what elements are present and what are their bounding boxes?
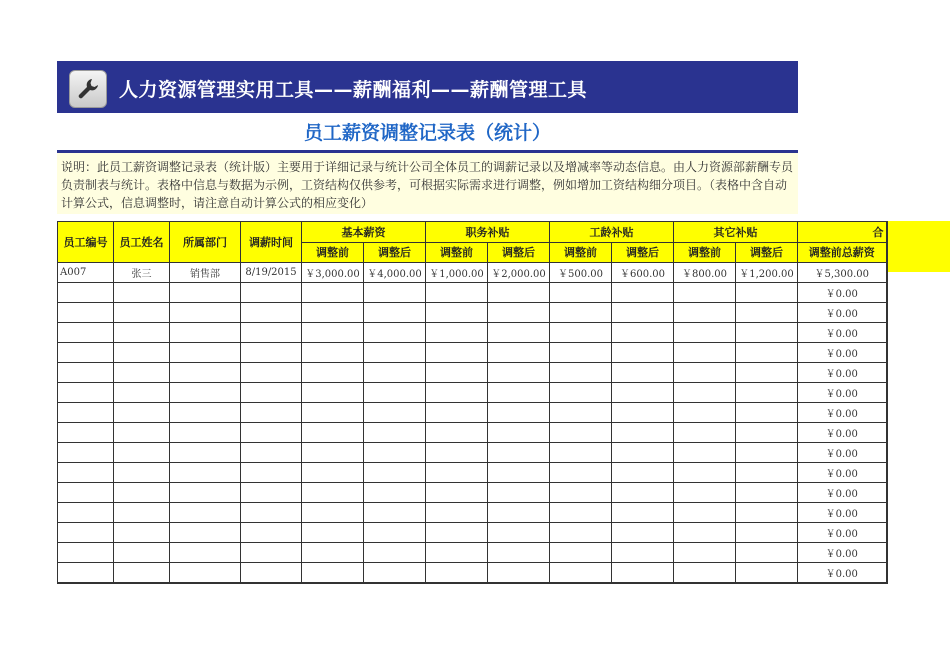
- cell-other-before[interactable]: [674, 523, 736, 543]
- cell-other-before[interactable]: [674, 303, 736, 323]
- cell-seniority-before[interactable]: [550, 303, 612, 323]
- cell-adjust-date[interactable]: [241, 343, 302, 363]
- table-row: [58, 363, 887, 383]
- cell-employee-id[interactable]: [58, 363, 114, 383]
- cell-position-after[interactable]: [488, 303, 550, 323]
- cell-employee-id[interactable]: [58, 323, 114, 343]
- cell-employee-id[interactable]: [58, 443, 114, 463]
- cell-department[interactable]: [170, 423, 241, 443]
- cell-employee-name[interactable]: [114, 463, 170, 483]
- header-basic-after: 调整后: [364, 242, 426, 263]
- table-row: [58, 503, 887, 523]
- cell-seniority-after[interactable]: [612, 423, 674, 443]
- header-adjust-date: 调薪时间: [241, 222, 302, 263]
- cell-position-before[interactable]: [426, 403, 488, 423]
- cell-seniority-before[interactable]: [550, 363, 612, 383]
- cell-department[interactable]: [170, 403, 241, 423]
- cell-employee-name[interactable]: [114, 443, 170, 463]
- cell-basic-before[interactable]: [302, 483, 364, 503]
- header-other-allowance: 其它补贴: [674, 222, 798, 243]
- cell-position-after[interactable]: [488, 463, 550, 483]
- table-row: [58, 423, 887, 443]
- cell-employee-name[interactable]: [114, 323, 170, 343]
- cell-position-before[interactable]: ￥1,000.00: [426, 263, 488, 283]
- cell-total-before[interactable]: ￥0.00: [798, 563, 887, 584]
- table-row: [58, 543, 887, 563]
- cell-basic-before[interactable]: [302, 563, 364, 584]
- cell-position-before[interactable]: [426, 443, 488, 463]
- title-banner: [57, 61, 798, 113]
- cell-basic-after[interactable]: [364, 503, 426, 523]
- page-title: 员工薪资调整记录表（统计）: [57, 116, 798, 153]
- cell-basic-after[interactable]: ￥4,000.00: [364, 263, 426, 283]
- cell-position-after[interactable]: [488, 563, 550, 584]
- header-position-before: 调整前: [426, 242, 488, 263]
- cell-other-after[interactable]: [736, 423, 798, 443]
- cell-other-after[interactable]: [736, 463, 798, 483]
- cell-basic-after[interactable]: [364, 423, 426, 443]
- cell-position-after[interactable]: ￥2,000.00: [488, 263, 550, 283]
- cell-total-before[interactable]: ￥5,300.00: [798, 263, 887, 283]
- overflow-header-strip: [886, 221, 950, 272]
- cell-adjust-date[interactable]: [241, 523, 302, 543]
- cell-employee-name[interactable]: 张三: [114, 263, 170, 283]
- cell-employee-id[interactable]: [58, 383, 114, 403]
- cell-basic-before[interactable]: [302, 443, 364, 463]
- cell-other-before[interactable]: [674, 543, 736, 563]
- cell-seniority-after[interactable]: [612, 343, 674, 363]
- cell-seniority-after[interactable]: [612, 443, 674, 463]
- cell-basic-after[interactable]: [364, 443, 426, 463]
- cell-position-after[interactable]: [488, 443, 550, 463]
- header-position-after: 调整后: [488, 242, 550, 263]
- cell-position-after[interactable]: [488, 343, 550, 363]
- cell-other-before[interactable]: [674, 403, 736, 423]
- cell-employee-id[interactable]: [58, 543, 114, 563]
- cell-other-before[interactable]: [674, 423, 736, 443]
- cell-employee-name[interactable]: [114, 563, 170, 584]
- banner-title: 人力资源管理实用工具——薪酬福利——薪酬管理工具: [119, 79, 588, 101]
- cell-department[interactable]: [170, 363, 241, 383]
- table-row: [58, 283, 887, 303]
- cell-seniority-after[interactable]: [612, 403, 674, 423]
- cell-position-before[interactable]: [426, 563, 488, 584]
- cell-other-after[interactable]: [736, 443, 798, 463]
- table-row: [58, 463, 887, 483]
- cell-other-after[interactable]: [736, 283, 798, 303]
- cell-basic-after[interactable]: [364, 543, 426, 563]
- cell-seniority-before[interactable]: [550, 463, 612, 483]
- cell-basic-before[interactable]: [302, 303, 364, 323]
- cell-employee-id[interactable]: [58, 523, 114, 543]
- cell-seniority-before[interactable]: [550, 343, 612, 363]
- cell-position-before[interactable]: [426, 383, 488, 403]
- cell-total-before[interactable]: ￥0.00: [798, 303, 887, 323]
- cell-position-after[interactable]: [488, 363, 550, 383]
- cell-basic-before[interactable]: [302, 403, 364, 423]
- cell-adjust-date[interactable]: [241, 483, 302, 503]
- header-employee-name: 员工姓名: [114, 222, 170, 263]
- cell-position-before[interactable]: [426, 523, 488, 543]
- cell-employee-name[interactable]: [114, 303, 170, 323]
- cell-position-after[interactable]: [488, 403, 550, 423]
- cell-basic-before[interactable]: [302, 423, 364, 443]
- cell-department[interactable]: [170, 303, 241, 323]
- cell-employee-id[interactable]: [58, 303, 114, 323]
- cell-department[interactable]: [170, 343, 241, 363]
- cell-adjust-date[interactable]: [241, 363, 302, 383]
- cell-department[interactable]: [170, 443, 241, 463]
- cell-basic-after[interactable]: [364, 343, 426, 363]
- cell-seniority-after[interactable]: [612, 303, 674, 323]
- cell-seniority-before[interactable]: [550, 443, 612, 463]
- cell-basic-before[interactable]: [302, 383, 364, 403]
- cell-position-after[interactable]: [488, 323, 550, 343]
- cell-total-before[interactable]: ￥0.00: [798, 283, 887, 303]
- cell-seniority-after[interactable]: [612, 383, 674, 403]
- header-basic-salary: 基本薪资: [302, 222, 426, 243]
- header-position-allowance: 职务补贴: [426, 222, 550, 243]
- cell-other-after[interactable]: [736, 543, 798, 563]
- cell-total-before[interactable]: ￥0.00: [798, 483, 887, 503]
- header-seniority-after: 调整后: [612, 242, 674, 263]
- cell-department[interactable]: [170, 523, 241, 543]
- cell-department[interactable]: [170, 323, 241, 343]
- cell-adjust-date[interactable]: [241, 423, 302, 443]
- cell-basic-after[interactable]: [364, 523, 426, 543]
- cell-other-before[interactable]: [674, 443, 736, 463]
- cell-other-after[interactable]: [736, 383, 798, 403]
- cell-adjust-date[interactable]: 8/19/2015: [241, 263, 302, 283]
- cell-other-after[interactable]: [736, 483, 798, 503]
- cell-other-before[interactable]: [674, 503, 736, 523]
- cell-adjust-date[interactable]: [241, 403, 302, 423]
- cell-employee-name[interactable]: [114, 423, 170, 443]
- cell-total-before[interactable]: ￥0.00: [798, 383, 887, 403]
- header-seniority-allowance: 工龄补贴: [550, 222, 674, 243]
- cell-department[interactable]: [170, 283, 241, 303]
- cell-position-before[interactable]: [426, 463, 488, 483]
- cell-basic-after[interactable]: [364, 363, 426, 383]
- cell-seniority-before[interactable]: ￥500.00: [550, 263, 612, 283]
- cell-other-before[interactable]: [674, 283, 736, 303]
- cell-seniority-before[interactable]: [550, 283, 612, 303]
- cell-total-before[interactable]: ￥0.00: [798, 543, 887, 563]
- cell-total-before[interactable]: ￥0.00: [798, 343, 887, 363]
- cell-other-after[interactable]: [736, 363, 798, 383]
- cell-position-after[interactable]: [488, 383, 550, 403]
- cell-total-before[interactable]: ￥0.00: [798, 423, 887, 443]
- header-other-before: 调整前: [674, 242, 736, 263]
- cell-adjust-date[interactable]: [241, 383, 302, 403]
- cell-seniority-after[interactable]: ￥600.00: [612, 263, 674, 283]
- cell-department[interactable]: [170, 543, 241, 563]
- cell-department[interactable]: 销售部: [170, 263, 241, 283]
- cell-other-after[interactable]: [736, 323, 798, 343]
- cell-other-before[interactable]: [674, 343, 736, 363]
- table-row: [58, 483, 887, 503]
- cell-seniority-before[interactable]: [550, 563, 612, 584]
- cell-employee-name[interactable]: [114, 363, 170, 383]
- cell-seniority-before[interactable]: [550, 483, 612, 503]
- cell-seniority-after[interactable]: [612, 283, 674, 303]
- cell-basic-before[interactable]: [302, 523, 364, 543]
- cell-basic-after[interactable]: [364, 283, 426, 303]
- cell-total-before[interactable]: ￥0.00: [798, 503, 887, 523]
- cell-position-before[interactable]: [426, 363, 488, 383]
- cell-total-before[interactable]: ￥0.00: [798, 443, 887, 463]
- cell-other-before[interactable]: [674, 383, 736, 403]
- table-row: [58, 403, 887, 423]
- header-total-before: 调整前总薪资: [798, 242, 887, 263]
- cell-employee-name[interactable]: [114, 483, 170, 503]
- cell-seniority-before[interactable]: [550, 403, 612, 423]
- cell-seniority-before[interactable]: [550, 543, 612, 563]
- cell-basic-after[interactable]: [364, 383, 426, 403]
- table-row: [58, 563, 887, 584]
- description-note: 说明：此员工薪资调整记录表（统计版）主要用于详细记录与统计公司全体员工的调薪记录以及增减率等动态信息。由人力资源部薪酬专员负责制表与统计。表格中信息与数据为示例，工资结构仅供参考，可根据实际需求进行调整，例如增加工资结构细分项目。（表格中含自动计算公式，信息调整时，请注意自动计算公式的相应变化）: [57, 153, 798, 214]
- cell-other-after[interactable]: ￥1,200.00: [736, 263, 798, 283]
- table-row: [58, 523, 887, 543]
- cell-other-before[interactable]: [674, 323, 736, 343]
- cell-basic-before[interactable]: [302, 463, 364, 483]
- cell-employee-id[interactable]: [58, 423, 114, 443]
- table-row: [58, 383, 887, 403]
- cell-seniority-after[interactable]: [612, 563, 674, 584]
- cell-seniority-before[interactable]: [550, 503, 612, 523]
- cell-other-after[interactable]: [736, 503, 798, 523]
- cell-basic-before[interactable]: [302, 343, 364, 363]
- cell-department[interactable]: [170, 563, 241, 584]
- cell-basic-before[interactable]: ￥3,000.00: [302, 263, 364, 283]
- table-row: [58, 443, 887, 463]
- cell-position-before[interactable]: [426, 343, 488, 363]
- cell-position-before[interactable]: [426, 303, 488, 323]
- cell-basic-after[interactable]: [364, 563, 426, 584]
- cell-employee-name[interactable]: [114, 383, 170, 403]
- cell-total-before[interactable]: ￥0.00: [798, 363, 887, 383]
- cell-position-after[interactable]: [488, 503, 550, 523]
- table-row: [58, 303, 887, 323]
- cell-basic-before[interactable]: [302, 543, 364, 563]
- cell-seniority-after[interactable]: [612, 543, 674, 563]
- cell-other-after[interactable]: [736, 563, 798, 584]
- cell-employee-name[interactable]: [114, 403, 170, 423]
- table-row: [58, 323, 887, 343]
- cell-other-before[interactable]: ￥800.00: [674, 263, 736, 283]
- cell-seniority-after[interactable]: [612, 463, 674, 483]
- cell-basic-before[interactable]: [302, 283, 364, 303]
- cell-department[interactable]: [170, 483, 241, 503]
- cell-total-before[interactable]: ￥0.00: [798, 403, 887, 423]
- cell-employee-name[interactable]: [114, 523, 170, 543]
- cell-department[interactable]: [170, 503, 241, 523]
- header-employee-id: 员工编号: [58, 222, 114, 263]
- cell-other-before[interactable]: [674, 483, 736, 503]
- cell-adjust-date[interactable]: [241, 563, 302, 584]
- cell-seniority-after[interactable]: [612, 363, 674, 383]
- cell-position-before[interactable]: [426, 503, 488, 523]
- cell-seniority-before[interactable]: [550, 523, 612, 543]
- table-row: [58, 263, 887, 283]
- cell-seniority-after[interactable]: [612, 523, 674, 543]
- header-department: 所属部门: [170, 222, 241, 263]
- cell-employee-id[interactable]: A007: [58, 263, 114, 283]
- cell-seniority-before[interactable]: [550, 383, 612, 403]
- cell-employee-name[interactable]: [114, 543, 170, 563]
- cell-other-after[interactable]: [736, 523, 798, 543]
- cell-seniority-after[interactable]: [612, 483, 674, 503]
- cell-employee-id[interactable]: [58, 283, 114, 303]
- cell-basic-after[interactable]: [364, 483, 426, 503]
- cell-adjust-date[interactable]: [241, 323, 302, 343]
- cell-position-after[interactable]: [488, 283, 550, 303]
- header-seniority-before: 调整前: [550, 242, 612, 263]
- cell-employee-name[interactable]: [114, 503, 170, 523]
- cell-position-before[interactable]: [426, 323, 488, 343]
- cell-total-before[interactable]: ￥0.00: [798, 463, 887, 483]
- cell-position-before[interactable]: [426, 423, 488, 443]
- cell-basic-before[interactable]: [302, 363, 364, 383]
- cell-basic-after[interactable]: [364, 303, 426, 323]
- table-row: [58, 343, 887, 363]
- cell-adjust-date[interactable]: [241, 543, 302, 563]
- wrench-icon: [69, 70, 107, 108]
- cell-basic-before[interactable]: [302, 503, 364, 523]
- cell-position-before[interactable]: [426, 483, 488, 503]
- salary-adjustment-table: [57, 221, 888, 584]
- cell-total-before[interactable]: ￥0.00: [798, 323, 887, 343]
- cell-position-before[interactable]: [426, 283, 488, 303]
- header-basic-before: 调整前: [302, 242, 364, 263]
- header-other-after: 调整后: [736, 242, 798, 263]
- cell-employee-id[interactable]: [58, 463, 114, 483]
- header-total-partial: 合: [798, 222, 887, 243]
- cell-department[interactable]: [170, 463, 241, 483]
- cell-adjust-date[interactable]: [241, 303, 302, 323]
- cell-seniority-after[interactable]: [612, 323, 674, 343]
- cell-adjust-date[interactable]: [241, 283, 302, 303]
- cell-other-after[interactable]: [736, 403, 798, 423]
- cell-employee-id[interactable]: [58, 563, 114, 584]
- cell-other-before[interactable]: [674, 563, 736, 584]
- cell-other-after[interactable]: [736, 303, 798, 323]
- cell-employee-id[interactable]: [58, 503, 114, 523]
- cell-adjust-date[interactable]: [241, 443, 302, 463]
- cell-department[interactable]: [170, 383, 241, 403]
- cell-employee-name[interactable]: [114, 343, 170, 363]
- cell-employee-id[interactable]: [58, 403, 114, 423]
- cell-position-after[interactable]: [488, 523, 550, 543]
- cell-other-before[interactable]: [674, 363, 736, 383]
- cell-basic-before[interactable]: [302, 323, 364, 343]
- cell-adjust-date[interactable]: [241, 463, 302, 483]
- cell-seniority-after[interactable]: [612, 503, 674, 523]
- cell-adjust-date[interactable]: [241, 503, 302, 523]
- cell-employee-name[interactable]: [114, 283, 170, 303]
- cell-seniority-before[interactable]: [550, 323, 612, 343]
- cell-employee-id[interactable]: [58, 483, 114, 503]
- cell-total-before[interactable]: ￥0.00: [798, 523, 887, 543]
- cell-seniority-before[interactable]: [550, 423, 612, 443]
- cell-position-before[interactable]: [426, 543, 488, 563]
- cell-employee-id[interactable]: [58, 343, 114, 363]
- cell-other-after[interactable]: [736, 343, 798, 363]
- cell-basic-after[interactable]: [364, 323, 426, 343]
- cell-position-after[interactable]: [488, 543, 550, 563]
- cell-basic-after[interactable]: [364, 403, 426, 423]
- cell-position-after[interactable]: [488, 483, 550, 503]
- cell-basic-after[interactable]: [364, 463, 426, 483]
- cell-other-before[interactable]: [674, 463, 736, 483]
- cell-position-after[interactable]: [488, 423, 550, 443]
